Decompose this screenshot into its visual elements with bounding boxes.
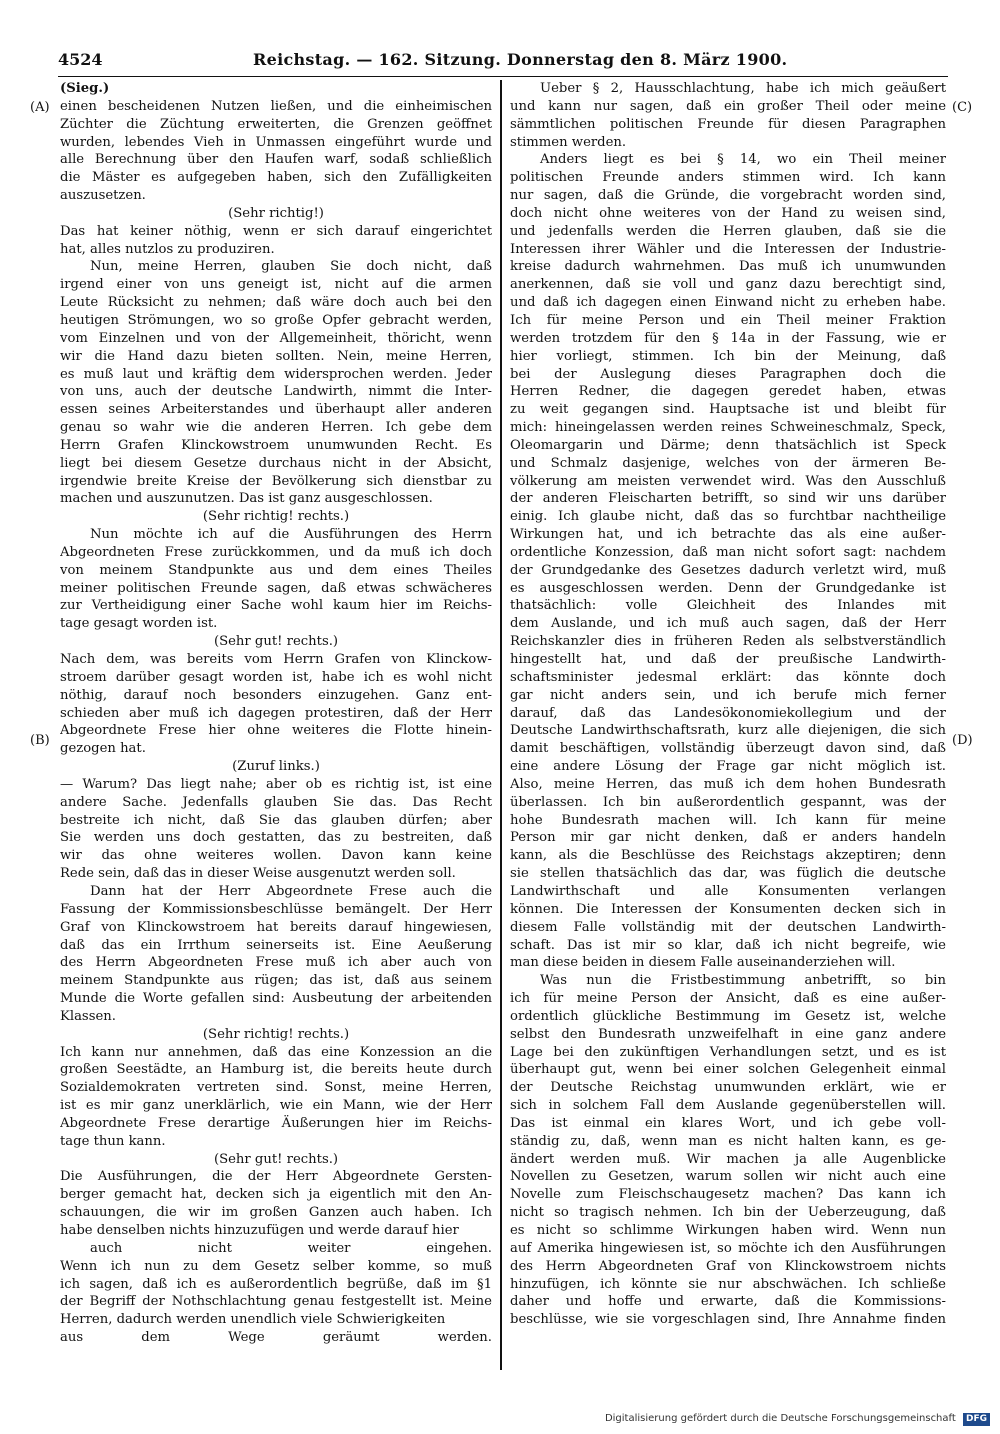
text-line: Also, meine Herren, das muß ich dem hohen Bundesrath (510, 776, 946, 792)
text-line: essen seines Arbeiterstandes und überhaupt aller anderen (60, 402, 492, 418)
text-line: überhaupt gut, wenn bei einer solchen Gelegenheit einmal (510, 1062, 946, 1078)
text-line: darauf, daß das Landesökonomiekollegium und der (510, 705, 946, 721)
text-line: und daß ich dagegen einen Einwand nicht zu erheben habe. (510, 295, 946, 311)
text-line: des Herrn Abgeordneten Graf von Klinckowstroem nichts (510, 1258, 946, 1274)
text-line: Novellen zu Gesetzen, warum sollen wir nicht auch eine (510, 1169, 946, 1185)
text-line: Dann hat der Herr Abgeordnete Frese auch die (90, 883, 492, 899)
text-line: gar nicht anders sein, und ich berufe mich ferner (510, 687, 946, 703)
text-line: Graf von Klinckowstroem hat bereits darauf hingewiesen, (60, 919, 492, 935)
text-line: Das hat keiner nöthig, wenn er sich darauf eingerichtet (60, 223, 492, 239)
text-line: Die Ausführungen, die der Herr Abgeordnete Gersten- (60, 1169, 492, 1185)
text-line: ich sagen, daß ich es außerordentlich begrüße, daß im §1 (60, 1276, 492, 1292)
text-line: nöthig, darauf noch besonders einzugehen. Ganz ent- (60, 687, 492, 703)
text-line: sich in solchem Fall dem Auslande gegenüberstellen will. (510, 1098, 946, 1114)
text-line: hohe Bundesrath machen will. Ich kann für meine (510, 812, 946, 828)
text-line: Was nun die Fristbestimmung anbetrifft, so bin (540, 973, 946, 989)
interjection-line: (Sehr richtig! rechts.) (202, 1026, 350, 1042)
text-line: Das ist einmal ein klares Wort, und ich gebe voll- (510, 1115, 946, 1131)
text-line: und jedenfalls werden die Herren glauben, daß sie die (510, 223, 946, 239)
text-line: einen bescheidenen Nutzen ließen, und die einheimischen (60, 98, 492, 114)
text-line: des Herrn Abgeordneten Frese muß ich aber auch von (60, 955, 492, 971)
text-line: es nicht so schlimme Wirkungen haben wird. Wenn nun (510, 1223, 946, 1238)
text-line: ständig zu, daß, wenn man es nicht halten kann, es ge- (510, 1133, 946, 1149)
text-line: — Warum? Das liegt nahe; aber ob es richtig ist, ist eine (60, 776, 492, 792)
text-line: gezogen hat. (60, 741, 146, 757)
text-line: hinzufügen, ich könnte sie nur abschwächen. Ich schließe (510, 1276, 946, 1292)
running-head: Reichstag. — 162. Sitzung. Donnerstag den 8. März 1900. (253, 50, 788, 69)
text-line: kann, als die Beschlüsse des Reichstags akzeptiren; denn (510, 848, 946, 864)
text-line: Leute Rücksicht zu nehmen; daß wäre doch auch bei den (60, 295, 492, 311)
text-line: Abgeordneten Frese zurückkommen, und da muß ich doch (60, 544, 492, 560)
text-line: Novelle zum Fleischschaugesetz machen? Das kann ich (510, 1187, 946, 1203)
text-line: bestreite ich nicht, daß Sie das glauben dürfen; aber (60, 812, 492, 828)
column-divider (500, 80, 502, 1370)
text-line: Wirkungen hat, und ich betrachte das als eine außer- (510, 527, 946, 543)
text-line: anerkennen, daß sie voll und ganz dazu berechtigt sind, (510, 277, 946, 293)
text-line: Abgeordnete Frese hier ohne weiteres die Flotte hinein- (60, 723, 492, 739)
text-line: Lage bei den zukünftigen Verhandlungen setzt, und es ist (510, 1044, 946, 1060)
text-line: habe denselben nichts hinzuzufügen und werde darauf hier (60, 1223, 459, 1238)
text-line: Fassung der Kommissionsbeschlüsse bemängelt. Der Herr (60, 901, 492, 917)
text-line: einig. Ich glaube nicht, daß das so furchtbar nachtheilige (510, 509, 946, 525)
text-line: der Begriff der Nothschlachtung genau festgestellt ist. Meine (60, 1294, 492, 1310)
margin-marker-d: (D) (952, 733, 973, 748)
interjection-line: (Sehr gut! rechts.) (213, 634, 339, 650)
text-line: selbst den Bundesrath unzweifelhaft in eine ganz andere (510, 1026, 946, 1042)
text-line: heutigen Strömungen, wo so große Opfer gebracht werden, (60, 312, 492, 328)
text-line: völkerung am meisten verwendet wird. Was den Ausschluß (510, 473, 946, 489)
interjection-line: (Zuruf links.) (232, 759, 320, 775)
text-line: Ueber § 2, Hausschlachtung, habe ich mich geäußert (540, 81, 946, 96)
text-line: beschlüsse, wie sie vorgeschlagen sind, Ihre Annahme finden (510, 1312, 946, 1328)
text-line: Herren Redner, die dagegen geredet haben, etwas (510, 384, 946, 400)
text-line: man diese beiden in diesem Falle auseinanderziehen will. (510, 955, 896, 971)
text-line: kreise dadurch wahrnehmen. Das muß ich unumwunden (510, 259, 946, 275)
text-line: nur sagen, daß die Gründe, die vorgebracht worden sind, (510, 188, 946, 204)
text-line: genau so wahr wie die anderen Herren. Ich gebe dem (60, 420, 492, 436)
dfg-logo: DFG (963, 1413, 990, 1426)
text-line: Munde die Worte gefallen sind: Ausbeutung der arbeitenden (60, 991, 492, 1007)
text-line: zu weit gegangen sind. Hauptsache ist und bleibt für (510, 402, 946, 418)
text-line: Sie werden uns doch gestatten, das zu bestreiten, daß (60, 830, 492, 846)
text-line: hat, alles nutzlos zu produziren. (60, 241, 275, 257)
page-number: 4524 (58, 50, 103, 69)
text-line: berger gemacht hat, decken sich ja eigentlich mit den An- (60, 1187, 492, 1203)
text-line: können. Die Interessen der Konsumenten decken sich in (510, 901, 946, 917)
text-line: und kann nur sagen, daß ein großer Theil oder meine (510, 98, 946, 114)
text-line: schaftsminister jedesmal erklärt: das könnte doch (510, 669, 946, 685)
text-line: machen und auszunutzen. Das ist ganz ausgeschlossen. (60, 491, 433, 507)
text-line: daß das ein Irrthum seinerseits ist. Eine Aeußerung (60, 937, 492, 953)
text-line: auszusetzen. (60, 188, 146, 204)
text-line: andere Sache. Jedenfalls glauben Sie das. Das Recht (60, 794, 492, 810)
text-line: großen Seestädte, an Hamburg ist, die bereits heute durch (60, 1062, 492, 1078)
text-line: damit beschäftigen, vollständig überzeugt davon sind, daß (510, 741, 946, 757)
text-line: meinem Standpunkte aus rügen; das ist, daß aus seinem (60, 973, 492, 989)
text-line: Nun, meine Herren, glauben Sie doch nicht, daß (90, 259, 492, 275)
text-line: ändert werden muß. Wir machen ja alle Augenblicke (510, 1151, 946, 1167)
text-line: die Mäster es aufgegeben haben, sich den Zufälligkeiten (60, 170, 492, 186)
text-line: tage thun kann. (60, 1133, 166, 1149)
text-line: Herrn Grafen Klinckowstroem unumwunden Recht. Es (60, 437, 492, 453)
margin-marker-a: (A) (30, 100, 50, 115)
text-line: Reichskanzler dies in früheren Reden als selbstverständlich (510, 634, 946, 650)
text-line: meiner politischen Freunde sagen, daß etwas schwächeres (60, 580, 492, 596)
text-line: schaft. Das ist mir so klar, daß ich nicht begreife, wie (510, 937, 946, 953)
text-line: schauungen, die wir im großen Ganzen auch haben. Ich (60, 1205, 492, 1221)
text-line: Klassen. (60, 1008, 116, 1024)
text-line: aus dem Wege geräumt werden. (60, 1330, 492, 1346)
text-line: von meinem Standpunkte aus und dem eines Theiles (60, 562, 492, 578)
text-line: wurden, lebendes Vieh in Unmassen eingeführt wurde und (60, 134, 492, 150)
interjection-line: (Sehr richtig!) (228, 205, 324, 221)
text-line: Nach dem, was bereits vom Herrn Grafen von Klinckow- (60, 652, 492, 667)
text-line: liegt bei diesem Gesetze durchaus nicht in der Absicht, (60, 455, 492, 471)
text-line: eine andere Lösung der Frage gar nicht möglich ist. (510, 759, 946, 775)
text-line: ordentlich glückliche Bestimmung im Gesetz ist, welche (510, 1008, 946, 1024)
text-line: stroem darüber gesagt worden ist, habe ich es wohl nicht (60, 669, 492, 685)
text-line: Herren, dadurch werden unendlich viele Schwierigkeiten (60, 1312, 446, 1328)
text-line: hingestellt hat, und daß der preußische Landwirth- (510, 652, 946, 667)
text-line: auch nicht weiter eingehen. (90, 1240, 492, 1256)
text-line: stimmen werden. (510, 134, 627, 150)
margin-marker-b: (B) (30, 733, 50, 748)
footer-text: Digitalisierung gefördert durch die Deutsche Forschungsgemeinschaft (604, 1413, 956, 1424)
text-line: Wenn ich nun zu dem Gesetz selber komme, so muß (60, 1258, 492, 1274)
right-column (510, 80, 946, 1329)
text-line: irgendwie breite Kreise der Bevölkerung sich dienstbar zu (60, 473, 492, 489)
text-line: alle Berechnung über den Haufen warf, sodaß schließlich (60, 152, 492, 168)
text-line: politischen Freunde anders stimmen wird. Ich kann (510, 170, 946, 186)
text-line: irgend einer von uns geneigt ist, nicht auf die armen (60, 277, 492, 293)
page-header (58, 46, 948, 77)
text-line: mich: hineingelassen werden reines Schweineschmalz, Speck, (510, 420, 946, 436)
text-line: Rede sein, daß das in dieser Weise ausgenutzt werden soll. (60, 866, 456, 882)
text-line: wir die Hand dazu bieten sollten. Nein, meine Herren, (60, 348, 492, 364)
text-line: vom Einzelnen und von der Allgemeinheit, thöricht, wenn (60, 330, 492, 346)
text-line: wir das ohne weiteres wollen. Davon kann keine (60, 848, 492, 864)
text-line: auf Amerika hingewiesen ist, so möchte ich den Ausführungen (510, 1240, 946, 1256)
text-line: überlassen. Ich bin außerordentlich gespannt, was der (510, 794, 946, 810)
text-line: von uns, auch der deutsche Landwirth, nimmt die Inter- (60, 384, 492, 400)
text-line: Ich für meine Person und ein Theil meiner Fraktion (510, 312, 946, 328)
interjection-line: (Sehr gut! rechts.) (213, 1151, 339, 1167)
text-line: Züchter die Züchtung erweiterten, die Grenzen geöffnet (60, 116, 492, 132)
text-line: und Schmalz dasjenige, welches von der ärmeren Be- (510, 455, 946, 471)
text-line: sie stellen thatsächlich das dar, was füglich die deutsche (510, 866, 946, 882)
text-line: Ich kann nur annehmen, daß das eine Konzession an die (60, 1044, 492, 1060)
footer-credit (605, 1413, 990, 1426)
text-line: tage gesagt worden ist. (60, 616, 218, 632)
text-line: doch nicht ohne weiteres von der Hand zu weisen sind, (510, 205, 946, 221)
text-line: der Grundgedanke des Gesetzes dadurch verletzt wird, muß (510, 562, 946, 578)
text-line: dem Auslande, und ich muß auch sagen, daß der Herr (510, 616, 946, 632)
text-line: ist es mir ganz unerklärlich, wie ein Mann, wie der Herr (60, 1098, 492, 1114)
text-line: (Sieg.) (60, 81, 110, 96)
text-line: diesem Falle vollständig mit der deutschen Landwirth- (510, 919, 946, 935)
text-line: daher und hoffe und erwarte, daß die Kommissions- (510, 1294, 946, 1310)
text-line: sämmtlichen politischen Freunde für diesen Paragraphen (510, 116, 946, 132)
text-line: der anderen Fleischarten betrifft, so sind wir uns darüber (510, 491, 946, 507)
interjection-line: (Sehr richtig! rechts.) (202, 509, 350, 525)
text-line: zur Vertheidigung einer Sache wohl kaum hier im Reichs- (60, 598, 492, 614)
text-line: Deutsche Landwirthschaftsrath, kurz alle diejenigen, die sich (510, 723, 946, 739)
text-line: Oleomargarin und Därme; denn thatsächlich ist Speck (510, 437, 946, 453)
text-line: nicht so tragisch nehmen. Ich bin der Ueberzeugung, daß (510, 1205, 946, 1221)
text-line: ich für meine Person der Ansicht, daß es eine außer- (510, 991, 946, 1007)
text-line: es ausgeschlossen werden. Denn der Grundgedanke ist (510, 580, 946, 596)
text-line: der Deutsche Reichstag unumwunden erklärt, wie er (510, 1080, 946, 1096)
text-line: Abgeordnete Frese derartige Äußerungen hier im Reichs- (60, 1115, 492, 1131)
text-line: Interessen ihrer Wähler und die Interessen der Industrie- (510, 241, 946, 257)
text-line: es muß laut und kräftig dem widersprochen werden. Jeder (60, 366, 492, 382)
margin-marker-c: (C) (952, 100, 973, 115)
text-line: Landwirthschaft und alle Konsumenten verlangen (510, 883, 946, 899)
left-column (60, 80, 492, 1347)
text-line: thatsächlich: volle Gleichheit des Inlandes mit (510, 598, 946, 614)
text-line: Sozialdemokraten vertreten sind. Sonst, meine Herren, (60, 1080, 492, 1096)
text-line: Anders liegt es bei § 14, wo ein Theil meiner (540, 152, 946, 168)
text-line: ordentliche Konzession, daß man nicht sofort sagt: nachdem (510, 544, 946, 560)
text-line: Person mir gar nicht denken, daß er anders handeln (510, 830, 946, 846)
text-line: werden trotzdem für den § 14a in der Fassung, wie er (510, 330, 946, 346)
text-line: bei der Auslegung dieses Paragraphen doch die (510, 366, 946, 382)
text-line: hier vorliegt, stimmen. Ich bin der Meinung, daß (510, 348, 946, 364)
text-line: schieden aber muß ich dagegen protestiren, daß der Herr (60, 705, 492, 721)
text-line: Nun möchte ich auf die Ausführungen des Herrn (90, 527, 492, 543)
